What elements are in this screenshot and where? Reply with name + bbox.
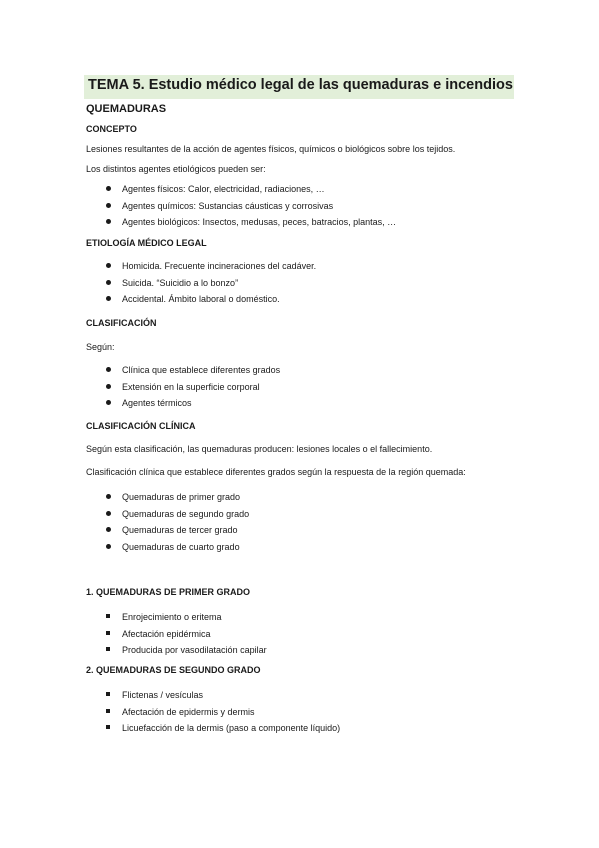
bullet-icon [106,511,111,516]
bullet-icon [106,527,111,532]
clasificacion-clinica-list [103,491,249,557]
concepto-paragraph-2: Los distintos agentes etiológicos pueden ser: [86,164,266,174]
heading-clasificacion-clinica: CLASIFICACIÓN CLÍNICA [86,421,196,431]
heading-segundo-grado: 2. QUEMADURAS DE SEGUNDO GRADO [86,665,261,675]
list-item: Extensión en la superficie corporal [103,381,280,398]
square-bullet-icon [106,631,110,635]
list-item: Afectación de epidermis y dermis [103,706,340,723]
heading-concepto: CONCEPTO [86,124,137,134]
bullet-icon [106,203,111,208]
heading-clasificacion: CLASIFICACIÓN [86,318,157,328]
list-item: Quemaduras de cuarto grado [103,541,249,558]
clasificacion-paragraph: Según: [86,342,115,352]
heading-etiologia: ETIOLOGÍA MÉDICO LEGAL [86,238,207,248]
bullet-icon [106,296,111,301]
list-item: Agentes biológicos: Insectos, medusas, peces, batracios, plantas, … [103,216,396,233]
list-item: Licuefacción de la dermis (paso a componente líquido) [103,722,340,739]
clasificacion-clinica-paragraph-2: Clasificación clínica que establece diferentes grados según la respuesta de la región quemada: [86,467,466,477]
list-item: Agentes térmicos [103,397,280,414]
segundo-grado-list [103,689,340,739]
list-item: Quemaduras de segundo grado [103,508,249,525]
clasificacion-list [103,364,280,414]
list-item: Agentes físicos: Calor, electricidad, radiaciones, … [103,183,396,200]
list-item: Quemaduras de tercer grado [103,524,249,541]
bullet-icon [106,186,111,191]
bullet-icon [106,400,111,405]
list-item: Suicida. “Suicidio a lo bonzo” [103,277,316,294]
bullet-icon [106,384,111,389]
bullet-icon [106,263,111,268]
etiologia-list [103,260,316,310]
list-item: Clínica que establece diferentes grados [103,364,280,381]
bullet-icon [106,367,111,372]
list-item: Agentes químicos: Sustancias cáusticas y corrosivas [103,200,396,217]
primer-grado-list [103,611,267,661]
list-item: Homicida. Frecuente incineraciones del cadáver. [103,260,316,277]
square-bullet-icon [106,725,110,729]
bullet-icon [106,219,111,224]
title-highlight [84,75,514,99]
section-heading-quemaduras: QUEMADURAS [86,103,167,115]
clasificacion-clinica-paragraph-1: Según esta clasificación, las quemaduras producen: lesiones locales o el fallecimiento. [86,444,433,454]
list-item: Accidental. Ámbito laboral o doméstico. [103,293,316,310]
list-item: Afectación epidérmica [103,628,267,645]
square-bullet-icon [106,647,110,651]
bullet-icon [106,544,111,549]
page-title: TEMA 5. Estudio médico legal de las quemaduras e incendios [88,77,513,93]
list-item: Flictenas / vesículas [103,689,340,706]
list-item: Producida por vasodilatación capilar [103,644,267,661]
list-item: Enrojecimiento o eritema [103,611,267,628]
square-bullet-icon [106,692,110,696]
list-item: Quemaduras de primer grado [103,491,249,508]
bullet-icon [106,280,111,285]
concepto-list [103,183,396,233]
heading-primer-grado: 1. QUEMADURAS DE PRIMER GRADO [86,587,251,597]
bullet-icon [106,494,111,499]
square-bullet-icon [106,709,110,713]
square-bullet-icon [106,614,110,618]
concepto-paragraph-1: Lesiones resultantes de la acción de agentes físicos, químicos o biológicos sobre los tejidos. [86,144,456,154]
